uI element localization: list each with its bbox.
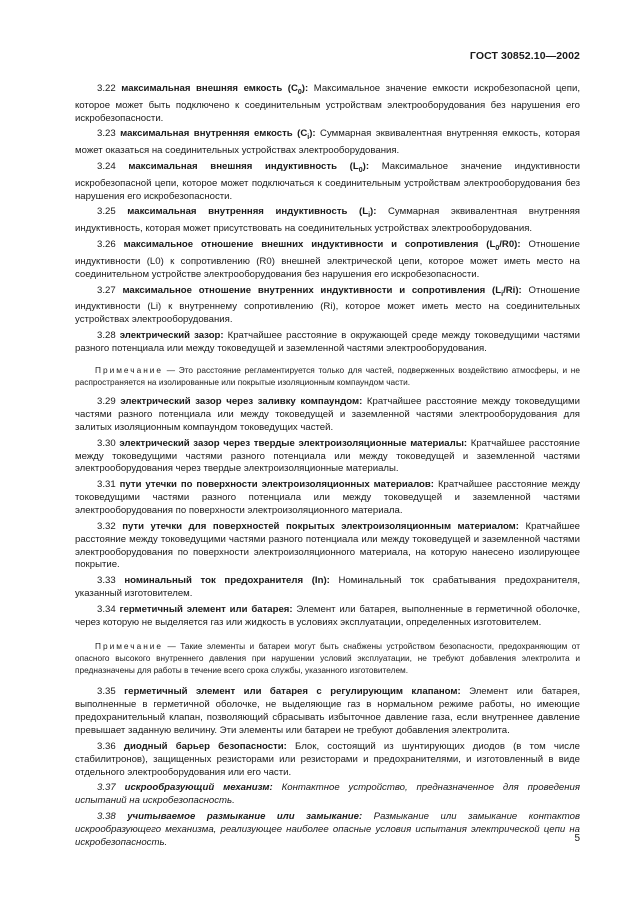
definition-text: Блок, состоящий из шунтирующих диодов (в том числе стабилитронов), защищенных резисторами или резисторами и предохранителями, и изготовленный в виде отдельного электрооборудования или его части. — [75, 740, 581, 778]
note-lead: Примечание — [95, 364, 164, 375]
definition-number: 3.22 — [97, 83, 116, 94]
definition-term — [124, 686, 461, 697]
definition-number: 3.23 — [97, 128, 116, 140]
definition-number: 3.32 — [97, 520, 116, 532]
definition-text: Кратчайшее расстояние между токоведущими частями разного потенциала или между токоведущей и заземленной частями электрооборудования по поверхности электроизоляционного материала, на которую нанесено изолирующее покрытие. — [75, 520, 580, 571]
definition-text: Отношение индуктивности (L0) к сопротивлению (R0) внешней электрической цепи, которое может иметь место на соединительном устройстве электрооборудования без нарушения его искробезопасности. — [75, 239, 581, 280]
term-text: максимальная внутренняя индуктивность (L — [127, 206, 369, 218]
definition-paragraph — [75, 206, 580, 236]
definition-term — [120, 128, 316, 142]
definition-text: Элемент или батарея, выполненные в герметичной оболочке, не выделяющие газ в нормальном режиме работы, но имеющие предохранительный клапан, позволяющий сбрасывать избыточное давление газа, если внутреннее давление превышает заданную величину. Эти элементы или батареи не требуют добавления электролита. — [75, 686, 580, 736]
term-end: ): — [370, 206, 377, 218]
definition-term — [120, 396, 362, 407]
term-subscript: i — [368, 212, 371, 220]
definition-text: Номинальный ток срабатывания предохранителя, указанный изготовителем. — [75, 575, 580, 600]
definition-paragraph — [75, 686, 580, 737]
term-text: диодный барьер безопасности: — [123, 740, 287, 752]
definition-paragraph — [75, 330, 580, 356]
document-header: ГОСТ 30852.10—2002 — [469, 50, 580, 62]
definition-text: Размыкание или замыкание контактов искрообразующего механизма, реализующее наиболее опасные условия испытания электрической цепи на искробезопасность. — [75, 811, 580, 848]
definitions-block-italic — [75, 782, 580, 849]
definition-term — [127, 206, 377, 220]
definition-term — [119, 604, 292, 615]
definition-paragraph — [75, 782, 580, 808]
definition-text: Кратчайшее расстояние в окружающей среде между токоведущими частями разного потенциала или между токоведущей и заземленной частями электрооборудования. — [75, 329, 580, 354]
definition-number: 3.34 — [97, 603, 116, 615]
definition-number: 3.29 — [97, 396, 116, 408]
italic-wrapper — [75, 782, 580, 806]
definition-number: 3.25 — [97, 206, 116, 218]
term-text: максимальная внутренняя емкость (C — [120, 128, 308, 140]
definition-paragraph — [75, 521, 580, 572]
term-text: электрический зазор через заливку компаундом: — [120, 396, 363, 408]
definition-paragraph — [75, 438, 580, 477]
definition-term — [128, 161, 369, 172]
term-text: максимальная внешняя емкость (C — [121, 83, 298, 94]
term-text: номинальный ток предохранителя (In): — [124, 575, 330, 587]
definitions-block-3 — [75, 686, 580, 779]
term-text: пути утечки для поверхностей покрытых электроизоляционным материалом: — [122, 520, 519, 532]
definition-number: 3.38 — [97, 811, 116, 823]
definition-term — [119, 438, 467, 449]
term-subscript: 0 — [358, 166, 363, 174]
term-text: учитываемое размыкание или замыкание: — [127, 811, 363, 823]
definition-term — [120, 330, 224, 341]
definition-paragraph — [75, 285, 580, 327]
term-end: /R0): — [499, 239, 521, 251]
term-end: /Ri): — [503, 284, 522, 296]
definition-paragraph — [75, 239, 580, 281]
definition-text: Кратчайшее расстояние между токоведущими частями разного потенциала или между токоведущей и заземленной частями электрооборудования через твердые электроизоляционные материалы. — [75, 437, 580, 475]
definitions-block-1 — [75, 83, 580, 356]
definition-number: 3.24 — [97, 161, 116, 173]
term-text: электрический зазор: — [119, 329, 224, 341]
definition-text: Отношение индуктивности (Li) к внутреннему сопротивлению (Ri), которое может иметь место на соединительных устройствах электрооборудования. — [75, 284, 580, 326]
term-end: ): — [362, 161, 370, 173]
definition-term — [127, 811, 362, 822]
definition-term — [122, 285, 521, 296]
definition-text: Суммарная эквивалентная внутренняя емкость, которая может оказаться на соединительных устройствах электрооборудования. — [75, 128, 580, 157]
definition-number: 3.30 — [97, 437, 116, 449]
definition-text: Кратчайшее расстояние между токоведущими частями разного потенциала или между токоведущей и заземленной частями электрооборудования для залитых изоляционным компаундом токоведущих частей. — [75, 396, 580, 433]
definition-text: Элемент или батарея, выполненные в герметичной оболочке, через которую не выделяется газ или жидкость в условиях эксплуатации, определенных изготовителем. — [75, 603, 580, 628]
term-text: максимальная внешняя индуктивность (L — [128, 161, 359, 173]
term-text: максимальное отношение внешних индуктивности и сопротивления (L — [123, 239, 496, 251]
term-subscript: 0 — [495, 244, 500, 252]
term-text: искрообразующий механизм: — [124, 782, 273, 794]
definition-number: 3.37 — [97, 782, 116, 794]
term-end: ): — [301, 83, 309, 94]
definition-paragraph — [75, 575, 580, 601]
definition-number: 3.35 — [97, 686, 116, 698]
note-text: — Это расстояние регламентируется только для частей, подверженных воздействию атмосферы, и не распространяется на изолированные или покрытые изоляционным компаундом части. — [75, 364, 580, 387]
definition-number: 3.27 — [97, 284, 116, 296]
definition-text: Максимальное значение индуктивности искробезопасной цепи, которое может подключаться к соединительным устройствам электрооборудования без нарушения его искробезопасности. — [75, 161, 580, 202]
definition-text: Максимальное значение емкости искробезопасной цепи, которое может быть подключено к соединительным устройствам электрооборудования без нарушения его искробезопасности. — [75, 83, 580, 124]
definition-paragraph — [75, 479, 580, 518]
definition-paragraph — [75, 741, 580, 780]
note-1 — [75, 364, 580, 389]
note-lead: Примечание — [95, 640, 164, 651]
definition-paragraph — [75, 83, 580, 125]
definition-text: Суммарная эквивалентная внутренняя индуктивность, которая может присутствовать на соединительных устройствах электрооборудования. — [75, 206, 580, 235]
definition-text: Контактное устройство, предназначенное для проведения испытаний на искробезопасность. — [75, 782, 581, 807]
definition-paragraph — [75, 161, 580, 203]
definitions-block-2 — [75, 396, 580, 629]
definition-number: 3.28 — [97, 329, 116, 341]
term-text: пути утечки по поверхности электроизоляционных материалов: — [119, 479, 435, 491]
definition-paragraph — [75, 396, 580, 435]
term-text: герметичный элемент или батарея с регулирующим клапаном: — [124, 686, 461, 698]
term-end: ): — [309, 128, 316, 140]
definition-term — [124, 741, 287, 752]
definition-term — [121, 83, 308, 94]
term-text: максимальное отношение внутренних индуктивности и сопротивления (L — [122, 284, 502, 296]
definition-number: 3.31 — [97, 479, 116, 491]
definition-number: 3.33 — [97, 575, 116, 587]
definition-term — [125, 782, 273, 793]
definition-paragraph — [75, 604, 580, 630]
definition-text: Кратчайшее расстояние между токоведущими частями разного потенциала или между токоведущей и заземленной частями электрооборудования по поверхности электроизоляционного материала. — [75, 479, 581, 516]
note-2 — [75, 640, 580, 677]
italic-wrapper — [75, 811, 580, 848]
document-body — [75, 80, 580, 850]
definition-number: 3.36 — [97, 740, 116, 752]
definition-term — [122, 521, 519, 532]
definition-term — [124, 575, 330, 586]
definition-paragraph — [75, 128, 580, 158]
definition-term — [120, 479, 434, 490]
definition-paragraph — [75, 811, 580, 850]
term-text: герметичный элемент или батарея: — [119, 603, 293, 615]
definition-term — [124, 239, 521, 250]
term-subscript: i — [307, 134, 310, 142]
term-text: электрический зазор через твердые электроизоляционные материалы: — [119, 437, 468, 449]
note-text: — Такие элементы и батареи могут быть снабжены устройством безопасности, предохраняющим от опасного высокого внутреннего давления при нарушении условий эксплуатации, не требуют добавления электролита и предназначены для работы в течение всего срока службы, указанного изготовителем. — [75, 640, 580, 676]
definition-number: 3.26 — [97, 239, 116, 251]
term-subscript: i — [501, 290, 504, 298]
term-subscript: 0 — [297, 88, 302, 96]
page-number: 5 — [574, 833, 580, 844]
